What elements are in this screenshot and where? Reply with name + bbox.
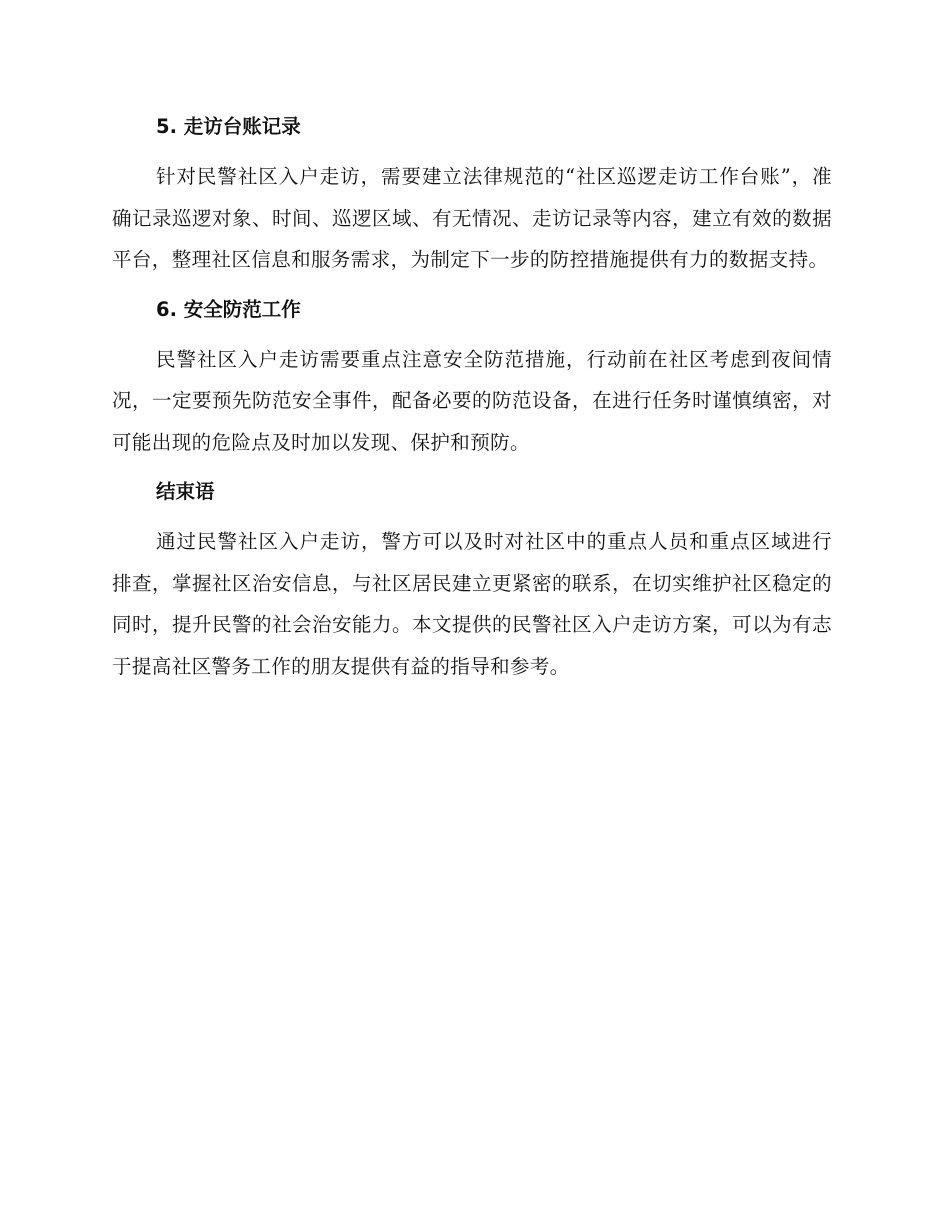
- section-paragraph-visit-ledger: 针对民警社区入户走访，需要建立法律规范的“社区巡逻走访工作台账”，准确记录巡逻对象、时间、巡逻区域、有无情况、走访记录等内容，建立有效的数据平台，整理社区信息和服务需求，为制定下一步的防控措施提供有力的数据支持。: [112, 165, 832, 271]
- section-paragraph-conclusion: 通过民警社区入户走访，警方可以及时对社区中的重点人员和重点区域进行排查，掌握社区治安信息，与社区居民建立更紧密的联系，在切实维护社区稳定的同时，提升民警的社会治安能力。本文提供的民警社区入户走访方案，可以为有志于提高社区警务工作的朋友提供有益的指导和参考。: [112, 530, 832, 678]
- section-paragraph-safety: 民警社区入户走访需要重点注意安全防范措施，行动前在社区考虑到夜间情况，一定要预先防范安全事件，配备必要的防范设备，在进行任务时谨慎缜密，对可能出现的危险点及时加以发现、保护和预防。: [112, 347, 832, 454]
- section-heading-safety: 6. 安全防范工作: [156, 297, 301, 321]
- section-heading-conclusion: 结束语: [156, 480, 215, 503]
- section-heading-visit-ledger: 5. 走访台账记录: [156, 115, 301, 138]
- document-body: [112, 110, 832, 687]
